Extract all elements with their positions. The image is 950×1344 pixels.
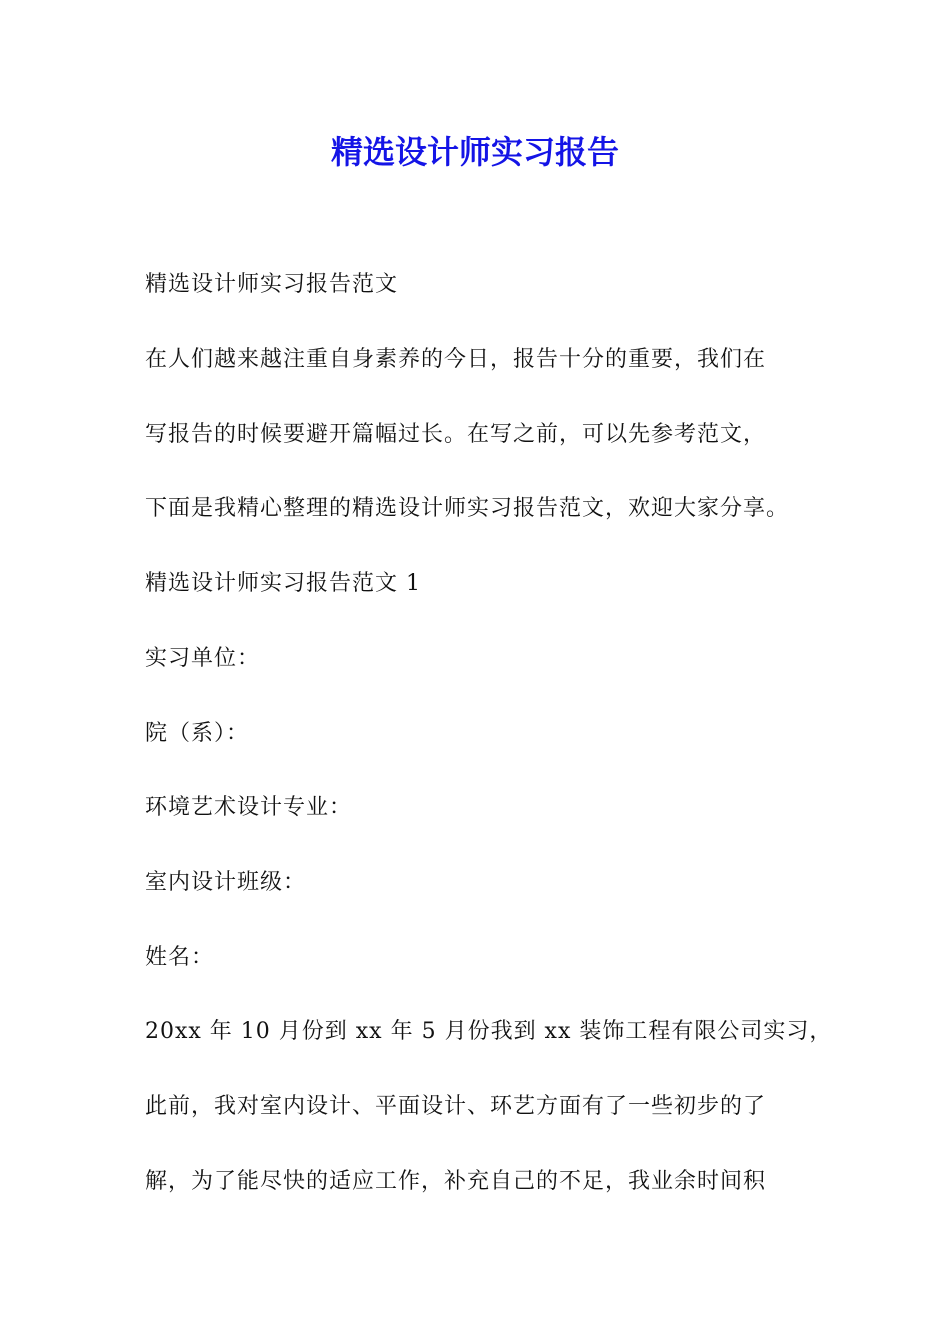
field-class: 室内设计班级：: [145, 870, 307, 895]
section-heading: 精选设计师实习报告范文 1: [145, 571, 421, 596]
paragraph-line: 下面是我精心整理的精选设计师实习报告范文，欢迎大家分享。: [145, 496, 790, 521]
field-internship-unit: 实习单位：: [145, 646, 261, 671]
subtitle-line: 精选设计师实习报告范文: [145, 272, 399, 297]
document-title: 精选设计师实习报告: [330, 133, 619, 171]
field-name: 姓名：: [145, 945, 215, 970]
paragraph-line: 解，为了能尽快的适应工作，补充自己的不足，我业余时间积: [145, 1169, 767, 1194]
paragraph-line: 在人们越来越注重自身素养的今日，报告十分的重要，我们在: [145, 347, 767, 372]
paragraph-line: 写报告的时候要避开篇幅过长。在写之前，可以先参考范文，: [145, 422, 767, 447]
paragraph-line: 此前，我对室内设计、平面设计、环艺方面有了一些初步的了: [145, 1094, 767, 1119]
paragraph-line: 20xx 年 10 月份到 xx 年 5 月份我到 xx 装饰工程有限公司实习，: [145, 1019, 833, 1044]
field-major: 环境艺术设计专业：: [145, 795, 353, 820]
field-department: 院（系）：: [145, 721, 250, 746]
